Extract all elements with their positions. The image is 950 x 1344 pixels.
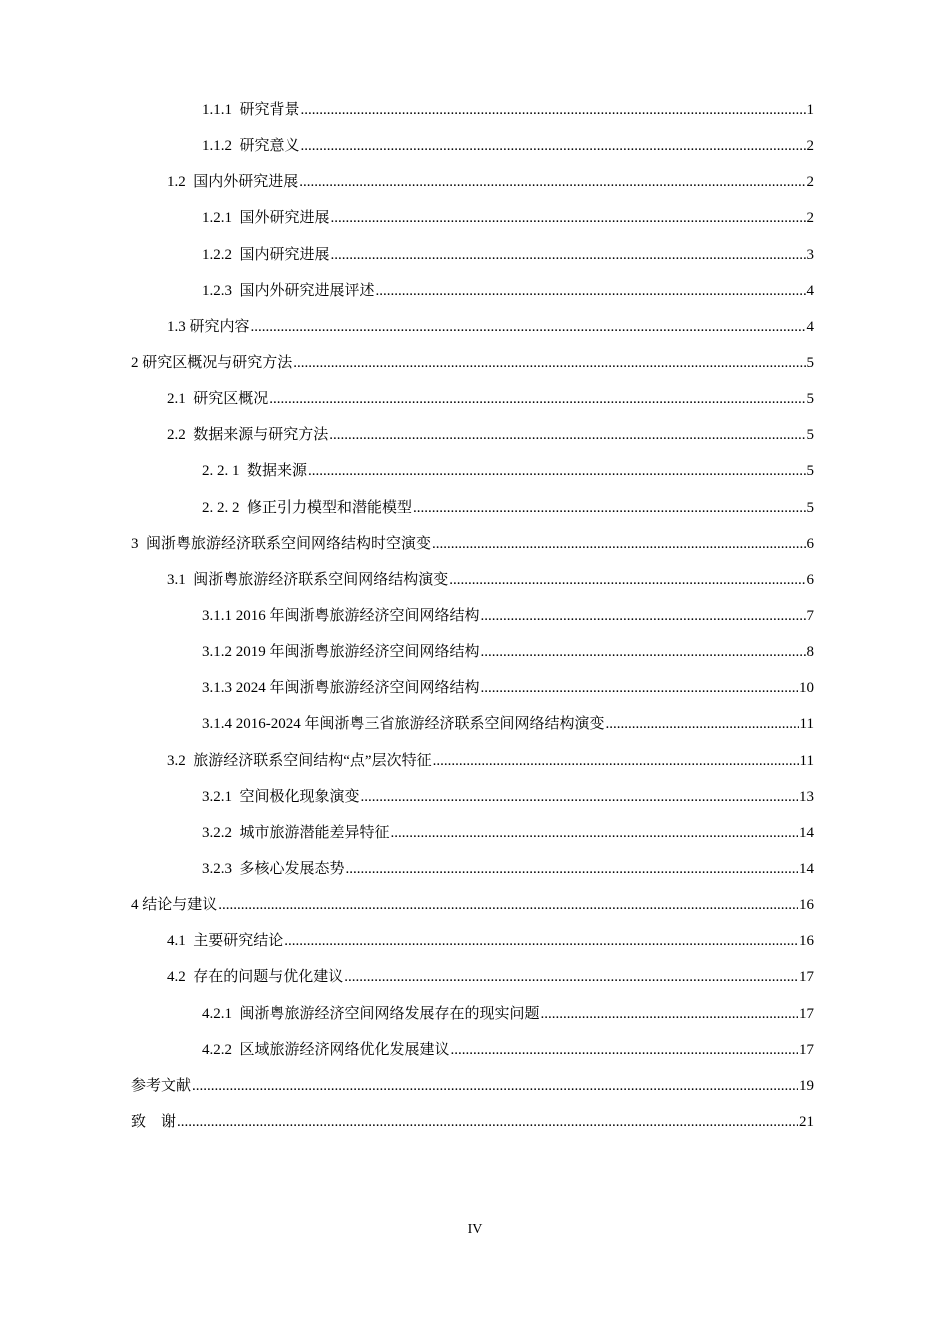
toc-entry-page: 5 bbox=[806, 499, 814, 516]
toc-dot-leader bbox=[293, 354, 805, 372]
toc-entry-title: 2 研究区概况与研究方法 bbox=[131, 355, 293, 372]
toc-entry-title: 3.2.3 多核心发展态势 bbox=[202, 861, 345, 878]
toc-entry-title: 2. 2. 2 修正引力模型和潜能模型 bbox=[202, 499, 413, 516]
toc-entry-page: 5 bbox=[806, 355, 814, 372]
toc-entry-title: 3.2.2 城市旅游潜能差异特征 bbox=[202, 824, 390, 841]
toc-entry-page: 11 bbox=[799, 752, 814, 769]
table-of-contents bbox=[0, 92, 950, 1140]
toc-entry-title: 1.2 国内外研究进展 bbox=[167, 174, 299, 191]
toc-entry-title: 3.1.2 2019 年闽浙粤旅游经济空间网络结构 bbox=[202, 644, 480, 661]
toc-dot-leader bbox=[301, 137, 806, 155]
toc-dot-leader bbox=[344, 968, 798, 986]
toc-entry-page: 13 bbox=[799, 788, 814, 805]
toc-dot-leader bbox=[251, 318, 806, 336]
toc-dot-leader bbox=[284, 932, 798, 950]
toc-entry[interactable] bbox=[0, 598, 814, 634]
toc-entry[interactable] bbox=[0, 453, 814, 489]
toc-entry-title: 参考文献 bbox=[131, 1077, 192, 1094]
toc-entry[interactable] bbox=[0, 959, 814, 995]
toc-dot-leader bbox=[432, 535, 805, 553]
toc-dot-leader bbox=[451, 1041, 798, 1059]
toc-dot-leader bbox=[299, 173, 805, 191]
toc-entry-title: 4 结论与建议 bbox=[131, 897, 218, 914]
toc-entry-title: 3.1.1 2016 年闽浙粤旅游经济空间网络结构 bbox=[202, 608, 480, 625]
toc-entry-page: 21 bbox=[799, 1114, 814, 1130]
toc-entry[interactable] bbox=[0, 562, 814, 598]
toc-entry[interactable] bbox=[0, 851, 814, 887]
toc-dot-leader bbox=[177, 1113, 798, 1131]
toc-dot-leader bbox=[391, 824, 798, 842]
toc-entry-page: 19 bbox=[799, 1077, 814, 1094]
toc-entry-page: 16 bbox=[799, 897, 814, 914]
toc-entry[interactable] bbox=[0, 634, 814, 670]
toc-dot-leader bbox=[346, 860, 798, 878]
toc-entry-title: 3.1 闽浙粤旅游经济联系空间网络结构演变 bbox=[167, 571, 449, 588]
toc-entry[interactable] bbox=[0, 706, 814, 742]
page-number: IV bbox=[467, 1222, 483, 1237]
toc-entry-title: 3.1.3 2024 年闽浙粤旅游经济空间网络结构 bbox=[202, 680, 480, 697]
toc-entry-title: 1.2.2 国内研究进展 bbox=[202, 246, 330, 263]
toc-entry[interactable] bbox=[0, 670, 814, 706]
toc-entry-page: 2 bbox=[806, 138, 814, 155]
toc-dot-leader bbox=[481, 607, 806, 625]
toc-entry-page: 17 bbox=[799, 1005, 814, 1022]
toc-entry[interactable] bbox=[0, 1032, 814, 1068]
toc-entry-title: 2.2 数据来源与研究方法 bbox=[167, 427, 329, 444]
toc-entry-page: 7 bbox=[806, 608, 814, 625]
toc-entry-page: 5 bbox=[806, 463, 814, 480]
toc-entry-page: 14 bbox=[799, 861, 814, 878]
toc-entry-page: 14 bbox=[799, 824, 814, 841]
toc-dot-leader bbox=[606, 715, 799, 733]
toc-entry-title: 1.1.2 研究意义 bbox=[202, 138, 300, 155]
toc-dot-leader bbox=[192, 1077, 798, 1095]
toc-entry-page: 3 bbox=[806, 246, 814, 263]
toc-dot-leader bbox=[329, 426, 805, 444]
toc-entry[interactable] bbox=[0, 92, 814, 128]
toc-dot-leader bbox=[481, 679, 798, 697]
toc-entry[interactable] bbox=[0, 417, 814, 453]
toc-entry-title: 1.3 研究内容 bbox=[167, 318, 250, 335]
toc-entry-page: 6 bbox=[806, 535, 814, 552]
toc-entry-title: 4.1 主要研究结论 bbox=[167, 933, 284, 950]
toc-dot-leader bbox=[449, 571, 805, 589]
toc-entry[interactable] bbox=[0, 309, 814, 345]
toc-entry[interactable] bbox=[0, 490, 814, 526]
toc-entry-page: 8 bbox=[806, 644, 814, 661]
toc-entry-page: 17 bbox=[799, 969, 814, 986]
toc-entry[interactable] bbox=[0, 381, 814, 417]
toc-entry-page: 17 bbox=[799, 1041, 814, 1058]
toc-entry[interactable] bbox=[0, 164, 814, 200]
toc-entry-title: 3.2.1 空间极化现象演变 bbox=[202, 788, 360, 805]
toc-entry[interactable] bbox=[0, 923, 814, 959]
toc-entry-title: 3 闽浙粤旅游经济联系空间网络结构时空演变 bbox=[131, 535, 432, 552]
toc-entry[interactable] bbox=[0, 743, 814, 779]
toc-entry-page: 5 bbox=[806, 391, 814, 408]
toc-dot-leader bbox=[331, 246, 806, 264]
toc-entry-title: 4.2.1 闽浙粤旅游经济空间网络发展存在的现实问题 bbox=[202, 1005, 540, 1022]
toc-dot-leader bbox=[361, 788, 798, 806]
toc-entry-page: 11 bbox=[799, 716, 814, 733]
toc-entry-title: 4.2.2 区域旅游经济网络优化发展建议 bbox=[202, 1041, 450, 1058]
toc-dot-leader bbox=[376, 282, 806, 300]
toc-entry-page: 10 bbox=[799, 680, 814, 697]
toc-dot-leader bbox=[413, 499, 805, 517]
toc-dot-leader bbox=[269, 390, 805, 408]
toc-entry[interactable] bbox=[0, 779, 814, 815]
toc-entry[interactable] bbox=[0, 1068, 814, 1104]
toc-entry-page: 4 bbox=[806, 282, 814, 299]
toc-entry[interactable] bbox=[0, 815, 814, 851]
toc-entry-page: 2 bbox=[806, 174, 814, 191]
toc-entry[interactable] bbox=[0, 345, 814, 381]
toc-entry[interactable] bbox=[0, 200, 814, 236]
toc-entry-page: 5 bbox=[806, 427, 814, 444]
toc-entry-title: 3.2 旅游经济联系空间结构“点”层次特征 bbox=[167, 752, 432, 769]
toc-entry-title: 1.1.1 研究背景 bbox=[202, 102, 300, 119]
toc-entry[interactable] bbox=[0, 887, 814, 923]
toc-entry-title: 2.1 研究区概况 bbox=[167, 391, 269, 408]
toc-dot-leader bbox=[433, 752, 799, 770]
toc-entry-title: 1.2.3 国内外研究进展评述 bbox=[202, 282, 375, 299]
toc-dot-leader bbox=[301, 101, 806, 119]
toc-entry-title: 3.1.4 2016-2024 年闽浙粤三省旅游经济联系空间网络结构演变 bbox=[202, 716, 605, 733]
toc-dot-leader bbox=[481, 643, 806, 661]
toc-entry-title: 2. 2. 1 数据来源 bbox=[202, 463, 308, 480]
toc-entry-page: 16 bbox=[799, 933, 814, 950]
toc-dot-leader bbox=[218, 896, 798, 914]
toc-dot-leader bbox=[331, 209, 806, 227]
toc-entry-title: 1.2.1 国外研究进展 bbox=[202, 210, 330, 227]
toc-entry-page: 4 bbox=[806, 318, 814, 335]
toc-dot-leader bbox=[308, 462, 805, 480]
toc-entry[interactable] bbox=[0, 996, 814, 1032]
toc-entry[interactable] bbox=[0, 237, 814, 273]
toc-entry-page: 6 bbox=[806, 571, 814, 588]
toc-entry[interactable] bbox=[0, 128, 814, 164]
toc-dot-leader bbox=[541, 1005, 798, 1023]
toc-entry-page: 2 bbox=[806, 210, 814, 227]
toc-entry[interactable] bbox=[0, 526, 814, 562]
toc-entry-page: 1 bbox=[806, 102, 814, 119]
toc-entry-title: 4.2 存在的问题与优化建议 bbox=[167, 969, 344, 986]
toc-entry[interactable] bbox=[0, 273, 814, 309]
toc-entry-title: 致 谢 bbox=[131, 1114, 177, 1130]
toc-entry[interactable] bbox=[0, 1104, 814, 1140]
